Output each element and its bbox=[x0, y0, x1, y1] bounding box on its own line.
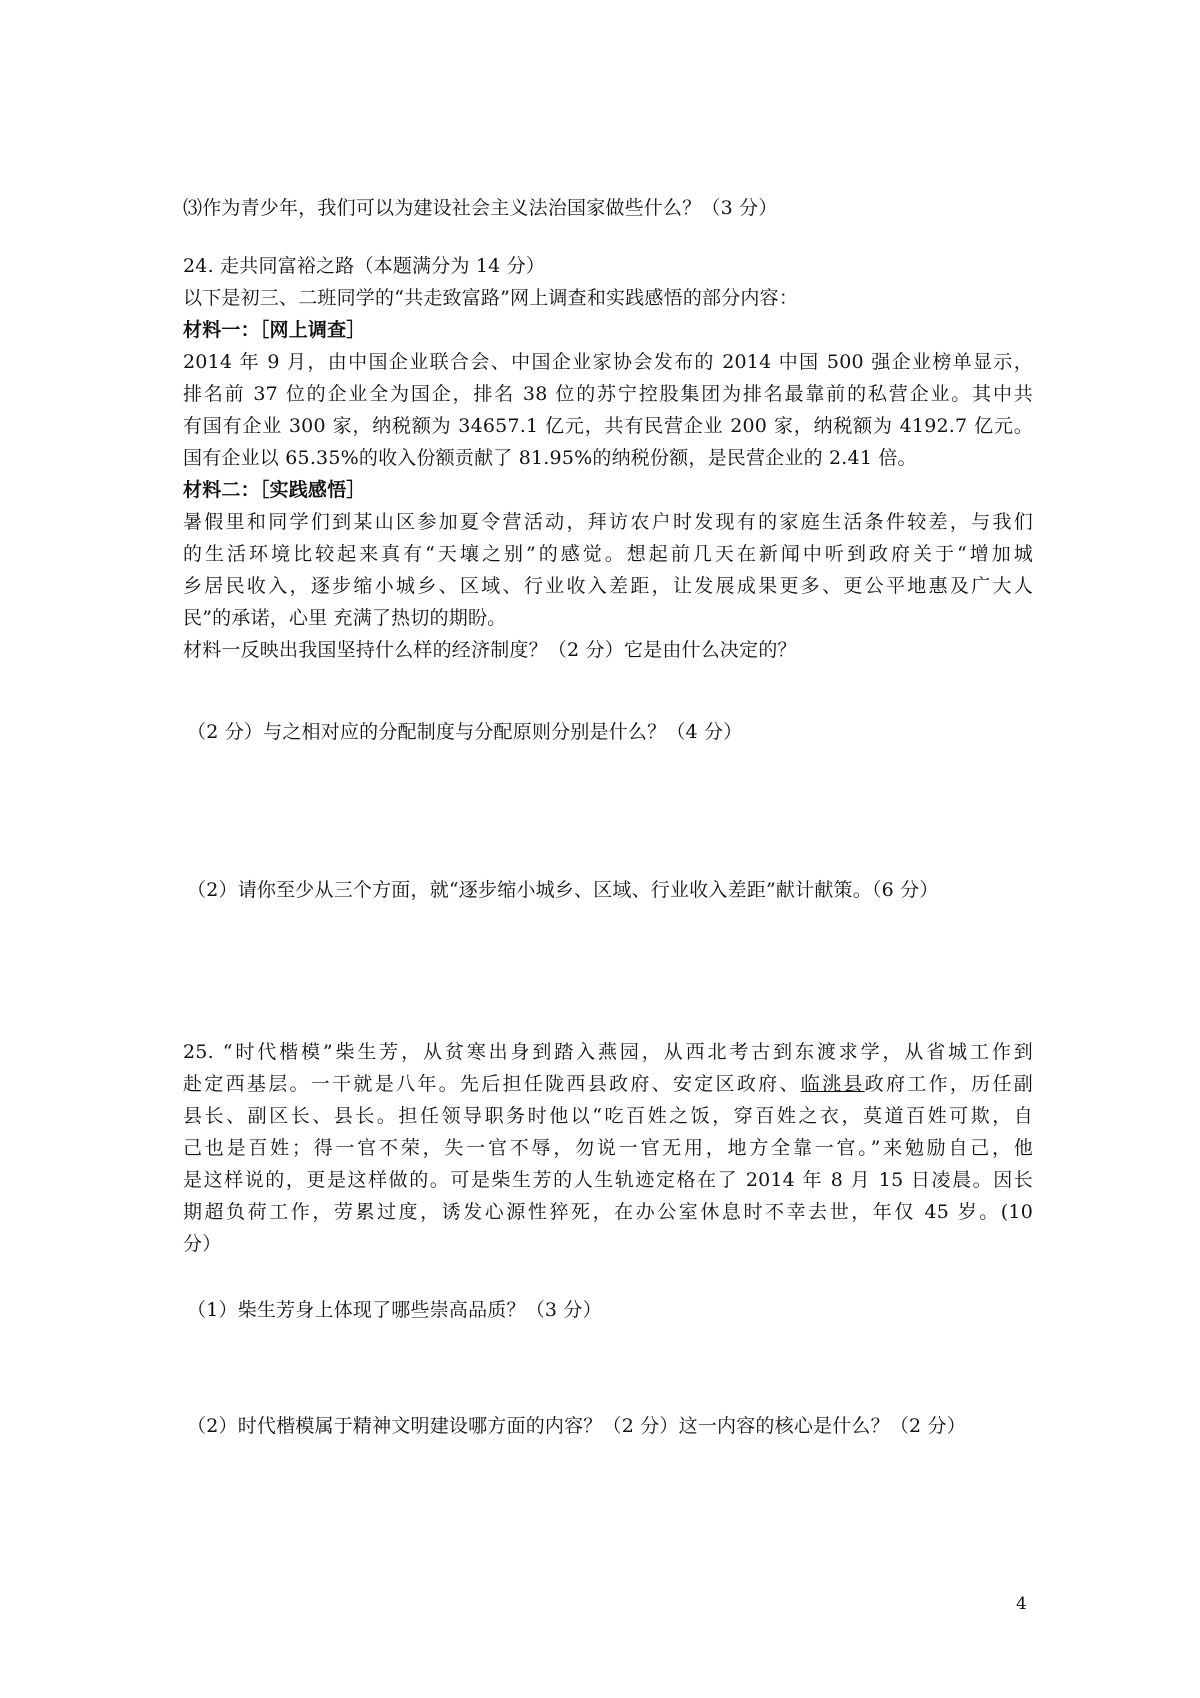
material-2-line: 的生活环境比较起来真有“天壤之别”的感觉。想起前几天在新闻中听到政府关于“增加城 bbox=[183, 543, 1033, 565]
q25-line: 分） bbox=[183, 1233, 222, 1255]
q24-question-1-continued: （2 分）与之相对应的分配制度与分配原则分别是什么？（4 分） bbox=[187, 721, 743, 743]
q23-sub-question-3: ⑶作为青少年，我们可以为建设社会主义法治国家做些什么？（3 分） bbox=[183, 197, 778, 219]
q25-line: 县长、副区长、县长。担任领导职务时他以“吃百姓之饭，穿百姓之衣，莫道百姓可欺，自 bbox=[183, 1105, 1033, 1127]
q24-question-2: （2）请你至少从三个方面，就“逐步缩小城乡、区域、行业收入差距”献计献策。（6 分） bbox=[187, 879, 939, 901]
q25-question-1: （1）柴生芳身上体现了哪些崇高品质？（3 分） bbox=[187, 1299, 602, 1321]
material-1-line: 排名前 37 位的企业全为国企，排名 38 位的苏宁控股集团为排名最靠前的私营企业。其中共 bbox=[183, 383, 1033, 405]
q25-line-2-suffix: 政府工作，历任副 bbox=[864, 1073, 1033, 1095]
q25-question-2: （2）时代楷模属于精神文明建设哪方面的内容？（2 分）这一内容的核心是什么？（2 分） bbox=[187, 1415, 966, 1437]
q25-line: 25. “时代楷模”柴生芳，从贫寒出身到踏入燕园，从西北考古到东渡求学，从省城工作到 bbox=[183, 1041, 1033, 1063]
material-2-line: 暑假里和同学们到某山区参加夏令营活动，拜访农户时发现有的家庭生活条件较差，与我们 bbox=[183, 511, 1033, 533]
q24-intro: 以下是初三、二班同学的“共走致富路”网上调查和实践感悟的部分内容： bbox=[183, 287, 799, 309]
page-number: 4 bbox=[1016, 1594, 1027, 1614]
material-1-line: 有国有企业 300 家，纳税额为 34657.1 亿元，共有民营企业 200 家，纳税额为 4192.7 亿元。 bbox=[183, 415, 1033, 437]
material-2-label: 材料二：［实践感悟］ bbox=[183, 479, 366, 501]
material-1-line: 国有企业以 65.35%的收入份额贡献了 81.95%的纳税份额，是民营企业的 2.41 倍。 bbox=[183, 447, 917, 469]
q25-underlined-place: 临洮县 bbox=[800, 1073, 865, 1095]
q25-line bbox=[183, 1068, 1033, 1100]
material-2-line: 乡居民收入，逐步缩小城乡、区域、行业收入差距，让发展成果更多、更公平地惠及广大人 bbox=[183, 575, 1033, 597]
q25-line: 是这样说的，更是这样做的。可是柴生芳的人生轨迹定格在了 2014 年 8 月 15 日凌晨。因长 bbox=[183, 1169, 1033, 1191]
q25-line: 己也是百姓；得一官不荣，失一官不辱，勿说一官无用，地方全靠一官。”来勉励自己，他 bbox=[183, 1137, 1033, 1159]
material-2-line: 民”的承诺，心里 充满了热切的期盼。 bbox=[183, 607, 507, 629]
q24-question-1: 材料一反映出我国坚持什么样的经济制度？（2 分）它是由什么决定的？ bbox=[183, 639, 797, 661]
q25-line-2-prefix: 赴定西基层。一干就是八年。先后担任陇西县政府、安定区政府、 bbox=[183, 1073, 801, 1095]
material-1-label: 材料一：［网上调查］ bbox=[183, 319, 366, 341]
material-1-line: 2014 年 9 月，由中国企业联合会、中国企业家协会发布的 2014 中国 500 强企业榜单显示， bbox=[183, 351, 1033, 373]
q25-line: 期超负荷工作，劳累过度，诱发心源性猝死，在办公室休息时不幸去世，年仅 45 岁。(10 bbox=[183, 1201, 1033, 1223]
q24-title: 24. 走共同富裕之路（本题满分为 14 分） bbox=[183, 255, 546, 277]
